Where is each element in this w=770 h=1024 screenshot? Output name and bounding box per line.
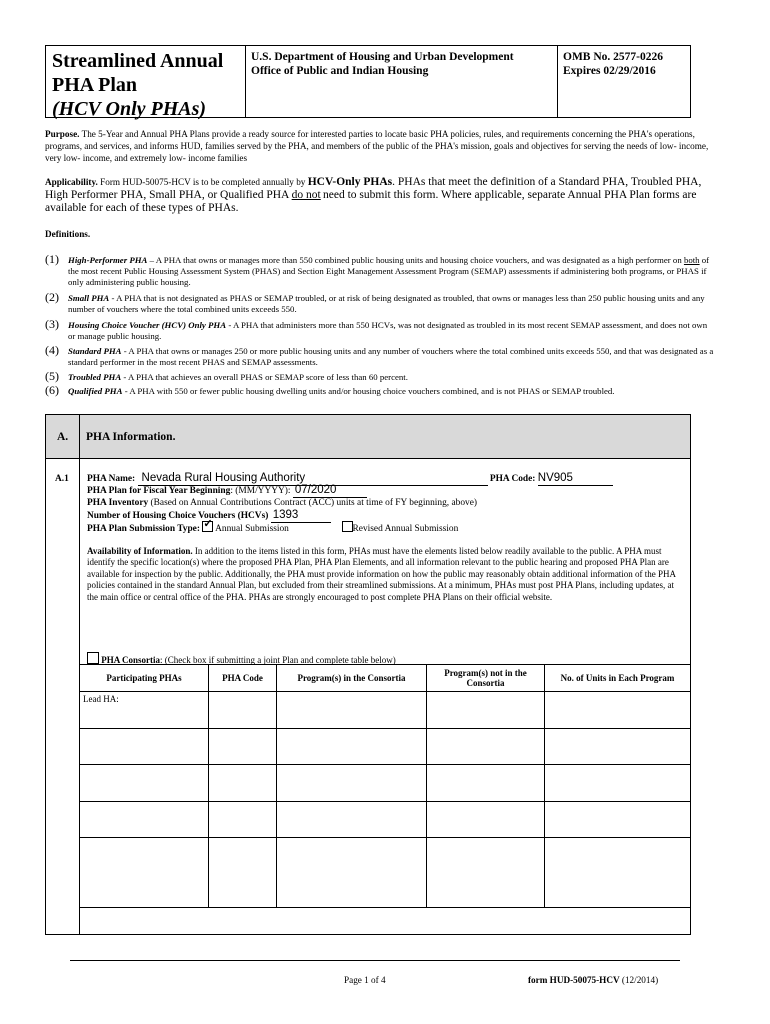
definition-body: - A PHA that is not designated as PHAS or SEMAP troubled, or at risk of being designated as troubled, that owns or manages less than 250 public housing units and any number of vouchers where the total combined units exceeds 550. — [68, 293, 705, 314]
form-title — [46, 46, 245, 124]
table-cell[interactable] — [277, 692, 427, 729]
definition-body: - A PHA that achieves an overall PHAS or SEMAP score of less than 60 percent. — [121, 372, 408, 382]
department-text — [246, 46, 557, 82]
section-a-divider — [79, 415, 80, 458]
availability-text: In addition to the items listed in this form, PHAs must have the elements listed below readily available to the public. A PHA must identify the specific location(s) where the proposed PHA Plan, PHA Plan Elements, and all information relevant to the public hearing and proposed PHA Plan are available for inspection by the public. Additionally, the PHA must provide information on how the public may reasonably obtain additional information of the PHA policies contained in the standard Annual Plan, but excluded from their streamlined submissions. At a minimum, PHAs must post PHA Plans, including updates, at the main office or central office of the PHA. PHAs are strongly encouraged to post complete PHA Plans on their official website. — [87, 546, 676, 602]
submission-type-label: PHA Plan Submission Type: — [87, 524, 200, 534]
section-a-title: PHA Information. — [86, 431, 176, 443]
table-row — [80, 692, 691, 729]
definition-number: (1) — [45, 252, 59, 266]
definition-underline: both — [683, 255, 700, 265]
department-box — [245, 45, 558, 118]
lead-ha-label: Lead HA: — [83, 694, 119, 704]
definition-item — [45, 290, 715, 315]
definition-term: Standard PHA — [68, 346, 122, 356]
fiscal-year-value: 07/2020 — [294, 484, 337, 496]
table-cell[interactable] — [545, 765, 691, 802]
annual-submission-label: Annual Submission — [215, 524, 289, 534]
page-number: Page 1 of 4 — [344, 975, 386, 985]
definition-text — [68, 386, 715, 397]
table-cell[interactable] — [427, 838, 545, 908]
form-id-date: (12/2014) — [621, 975, 659, 985]
table-cell[interactable] — [80, 729, 209, 765]
table-cell[interactable] — [545, 838, 691, 908]
availability-paragraph — [87, 546, 685, 603]
definition-item — [45, 252, 715, 288]
table-cell[interactable] — [277, 838, 427, 908]
definition-number: (3) — [45, 317, 59, 331]
lead-ha-cell[interactable] — [80, 692, 209, 729]
table-cell[interactable] — [209, 729, 277, 765]
definition-body-cont: of the most recent Public Housing Assessment System (PHAS) and Section Eight Management Assessment Program (SEMAP) assessments if administering both programs, or PHAS if only administering public housing. — [68, 255, 710, 287]
pha-code-value: NV905 — [537, 472, 573, 484]
definition-number: (5) — [45, 369, 59, 383]
title-box — [45, 45, 246, 118]
table-cell[interactable] — [427, 765, 545, 802]
applicability-paragraph — [45, 176, 710, 215]
title-line-2: PHA Plan — [52, 74, 138, 96]
consortia-checkbox[interactable] — [87, 652, 99, 664]
form-id — [528, 975, 658, 985]
definition-text — [68, 293, 715, 315]
inventory-label: PHA Inventory — [87, 498, 149, 508]
fiscal-year-row — [87, 484, 367, 498]
annual-submission-checkbox[interactable] — [202, 518, 213, 532]
purpose-text: The 5-Year and Annual PHA Plans provide a ready source for interested parties to locate basic PHA policies, rules, and requirements concerning the PHA's operations, programs, and services, and informs HUD, families served by the PHA, and members of the public of the PHA's mission, goals and objectives for serving the needs of low- income, very low- income, and extremely low- income families — [45, 129, 709, 163]
definition-term: Qualified PHA — [68, 386, 123, 396]
consortia-hint: : (Check box if submitting a joint Plan and complete table below) — [160, 655, 396, 665]
applicability-underline: do not — [291, 189, 321, 201]
title-line-3: (HCV Only PHAs) — [52, 98, 207, 120]
hcv-label: Number of Housing Choice Vouchers (HCVs) — [87, 511, 269, 521]
checkmark-icon: ✓ — [203, 518, 213, 530]
definition-number: (4) — [45, 343, 59, 357]
table-cell[interactable] — [277, 765, 427, 802]
table-row — [80, 765, 691, 802]
table-cell[interactable] — [545, 802, 691, 838]
inventory-text: (Based on Annual Contributions Contract (ACC) units at time of FY beginning, above) — [150, 498, 477, 508]
table-cell[interactable] — [545, 692, 691, 729]
col-participating-phas: Participating PHAs — [80, 665, 209, 692]
definition-item — [45, 343, 715, 368]
table-cell[interactable] — [80, 802, 209, 838]
definition-text — [68, 346, 715, 368]
availability-label: Availability of Information. — [87, 546, 193, 556]
definition-body: - A PHA that administers more than 550 HCVs, was not designated as troubled in its most recent SEMAP assessment, and does not own or manage public housing. — [68, 320, 708, 341]
purpose-label: Purpose. — [45, 129, 80, 139]
applicability-emphasis: HCV-Only PHAs — [307, 176, 393, 188]
submission-type-row — [87, 518, 459, 535]
table-cell[interactable] — [209, 802, 277, 838]
table-cell[interactable] — [427, 729, 545, 765]
table-row — [80, 729, 691, 765]
fiscal-year-field[interactable] — [293, 484, 367, 498]
hcv-value: 1393 — [272, 509, 299, 521]
definition-item — [45, 317, 715, 342]
section-a1-number: A.1 — [55, 474, 69, 484]
table-cell[interactable] — [545, 729, 691, 765]
table-cell[interactable] — [427, 692, 545, 729]
section-a-header — [45, 414, 691, 459]
pha-name-value: Nevada Rural Housing Authority — [141, 472, 306, 484]
fiscal-year-hint: : (MM/YYYY): — [230, 486, 291, 496]
pha-name-label: PHA Name: — [87, 474, 136, 484]
definition-text — [68, 255, 715, 288]
footer-rule — [70, 960, 680, 961]
pha-code-label: PHA Code: — [489, 474, 536, 484]
omb-number: OMB No. 2577-0226 — [563, 51, 663, 63]
form-id-text: form HUD-50075-HCV — [528, 975, 620, 985]
definition-term: Housing Choice Voucher (HCV) Only PHA — [68, 320, 227, 330]
definition-body: - A PHA with 550 or fewer public housing dwelling units and/or housing choice vouchers combined, and is not PHAS or SEMAP troubled. — [122, 386, 615, 396]
section-a-letter: A. — [57, 431, 69, 443]
table-cell[interactable] — [80, 838, 209, 908]
definition-term: Small PHA — [68, 293, 110, 303]
table-cell[interactable] — [277, 729, 427, 765]
definition-item — [45, 383, 715, 397]
table-cell[interactable] — [209, 692, 277, 729]
applicability-label: Applicability. — [45, 177, 98, 187]
pha-code-field[interactable] — [538, 472, 613, 486]
consortia-label: PHA Consortia — [101, 655, 161, 665]
fiscal-year-label: PHA Plan for Fiscal Year Beginning — [87, 486, 231, 496]
title-line-1: Streamlined Annual — [52, 50, 224, 72]
table-row — [80, 802, 691, 838]
applicability-text-3: need to submit this form. Where applicable, separate Annual PHA Plan forms are available for each of these types of PHAs. — [45, 189, 697, 214]
purpose-paragraph — [45, 128, 710, 164]
inventory-row — [87, 497, 477, 509]
applicability-text-2: . PHAs that meet the definition of a Standard PHA, Troubled PHA, High Performer PHA, Small PHA, or Qualified PHA — [45, 176, 702, 201]
col-programs-not-in: Program(s) not in the Consortia — [427, 665, 545, 692]
table-header-row — [80, 665, 691, 692]
definition-text — [68, 320, 715, 342]
table-cell[interactable] — [80, 765, 209, 802]
definition-text — [68, 372, 715, 383]
col-pha-code: PHA Code — [209, 665, 277, 692]
omb-text — [558, 46, 690, 82]
revised-submission-checkbox[interactable] — [342, 521, 353, 532]
table-cell[interactable] — [209, 765, 277, 802]
definition-number: (6) — [45, 383, 59, 397]
table-row — [80, 838, 691, 908]
definition-term: High-Performer PHA — [68, 255, 148, 265]
col-units-each-program: No. of Units in Each Program — [545, 665, 691, 692]
omb-expiry: Expires 02/29/2016 — [563, 65, 656, 77]
definition-term: Troubled PHA — [68, 372, 122, 382]
table-cell[interactable] — [209, 838, 277, 908]
dept-line-1: U.S. Department of Housing and Urban Development — [251, 51, 514, 63]
definition-body: - A PHA that owns or manages 250 or more public housing units and any number of vouchers where the total combined units exceeds 550, and that was designated as a standard performer in the most recent PHAS and SEMAP assessments. — [68, 346, 714, 367]
dept-line-2: Office of Public and Indian Housing — [251, 65, 429, 77]
consortia-table — [79, 664, 691, 908]
col-programs-in: Program(s) in the Consortia — [277, 665, 427, 692]
definition-item — [45, 369, 715, 383]
definitions-label: Definitions. — [45, 229, 91, 239]
omb-box — [557, 45, 691, 118]
definition-body: – A PHA that owns or manages more than 550 combined public housing units and housing choice vouchers, and was designated as a high performer on — [147, 255, 684, 265]
revised-submission-label: Revised Annual Submission — [352, 524, 459, 534]
table-cell[interactable] — [427, 802, 545, 838]
table-cell[interactable] — [277, 802, 427, 838]
definition-number: (2) — [45, 290, 59, 304]
applicability-text-1: Form HUD-50075-HCV is to be completed annually by — [100, 177, 306, 187]
